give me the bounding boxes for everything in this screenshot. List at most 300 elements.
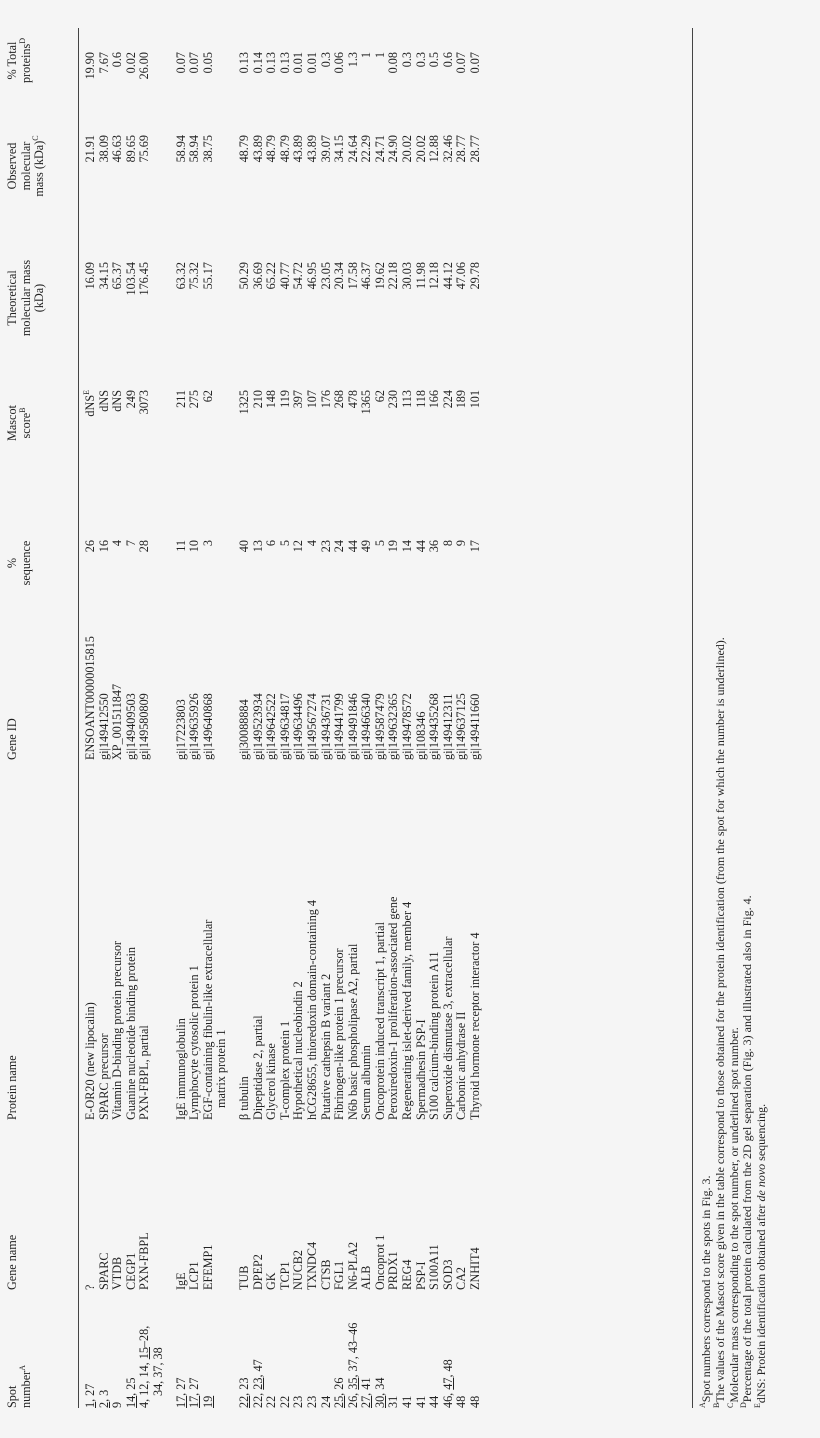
- cell-protein-name: Peroxiredoxin-1 proliferation-associated gene: [386, 896, 401, 1120]
- mascot-value: 62: [372, 390, 387, 403]
- cell-protein-name: Carbonic anhydrase II: [454, 1011, 469, 1120]
- mascot-value: 189: [454, 390, 469, 409]
- cell-observed-mass: 48.79: [277, 135, 292, 163]
- underlined-spot: 47: [440, 1377, 455, 1390]
- cell-gene-id: gi|149409503: [123, 693, 138, 760]
- cell-mascot-score: [455, 390, 469, 408]
- cell-protein-name: SPARC precursor: [96, 1033, 111, 1120]
- header-theoretical-mass: [6, 243, 47, 353]
- cell-pct-sequence: 12: [291, 540, 306, 553]
- cell-pct-sequence: 11: [173, 540, 188, 552]
- cell-theoretical-mass: 65.22: [264, 262, 279, 290]
- cell-gene-name: CTSB: [318, 1259, 333, 1290]
- header-observed-mass: [6, 116, 47, 216]
- cell-pct-total: 0.01: [304, 52, 319, 74]
- footnotes: [700, 28, 769, 1408]
- header-line: [33, 116, 47, 216]
- cell-pct-sequence: 28: [137, 540, 152, 553]
- cell-theoretical-mass: 40.77: [277, 262, 292, 290]
- mascot-value: dNS: [96, 390, 111, 412]
- cell-gene-name: ALB: [359, 1265, 374, 1290]
- cell-pct-sequence: 14: [400, 540, 415, 553]
- cell-gene-id: gi|149466340: [359, 693, 374, 760]
- cell-theoretical-mass: 47.06: [454, 262, 469, 290]
- cell-protein-name: EGF-containing fibulin-like extracellular: [200, 919, 215, 1120]
- footnote-mark: A: [698, 1402, 707, 1408]
- table-row: [428, 0, 442, 1438]
- header-line: Theoretical: [5, 270, 19, 326]
- table-row: [279, 0, 293, 1438]
- cell-observed-mass: 43.89: [291, 135, 306, 163]
- mascot-value: 166: [427, 390, 442, 409]
- cell-gene-id: gi|30088884: [236, 699, 251, 760]
- footnote-text: Spot numbers correspond to the spots in Fig. 3.: [699, 1175, 713, 1403]
- cell-gene-id: gi|108346: [413, 711, 428, 760]
- table-row: [98, 0, 112, 1438]
- header-line: %: [5, 557, 19, 569]
- cell-pct-sequence: 4: [304, 540, 319, 547]
- cell-gene-id: gi|149632365: [386, 693, 401, 760]
- footnote-mark: D: [17, 37, 27, 44]
- cell-mascot-score: [306, 390, 320, 408]
- cell-pct-sequence: 7: [123, 540, 138, 547]
- cell-theoretical-mass: 29.78: [468, 262, 483, 290]
- cell-pct-sequence: 8: [440, 540, 455, 547]
- cell-pct-sequence: 24: [332, 540, 347, 553]
- table-row: [238, 0, 252, 1438]
- spot-text: , 27: [187, 1377, 202, 1396]
- cell-spot-number: [455, 1396, 469, 1408]
- spot-text: 48: [454, 1395, 469, 1408]
- footnote-text: Percentage of the total protein calculated from the 2D gel separation (Fig. 3) and illustrated also in Fig. 4.: [740, 895, 755, 1403]
- table-row: [360, 0, 374, 1438]
- cell-protein-name-cont: matrix protein 1: [214, 1029, 229, 1108]
- cell-theoretical-mass: 65.37: [110, 262, 125, 290]
- cell-spot-number: [279, 1396, 293, 1408]
- cell-mascot-score: [292, 390, 306, 408]
- underlined-spot: 19: [200, 1395, 215, 1408]
- table-row: [347, 0, 361, 1438]
- cell-mascot-score: [175, 390, 189, 408]
- cell-mascot-score: [374, 390, 388, 402]
- cell-mascot-score: [415, 390, 429, 408]
- cell-pct-sequence: 16: [96, 540, 111, 553]
- cell-pct-sequence: 36: [427, 540, 442, 553]
- cell-gene-id: gi|149412311: [440, 693, 455, 760]
- cell-observed-mass: 58.94: [187, 135, 202, 163]
- spot-text: 22: [264, 1395, 279, 1408]
- cell-mascot-score: [347, 390, 361, 408]
- underlined-spot: 2: [96, 1401, 111, 1408]
- cell-pct-total: 0.06: [332, 52, 347, 74]
- cell-pct-total: 0.07: [468, 52, 483, 74]
- cell-gene-id: gi|149441799: [332, 693, 347, 760]
- header-text: Gene ID: [5, 718, 19, 760]
- cell-pct-total: 1: [372, 52, 387, 59]
- cell-pct-total: 1.3: [345, 52, 360, 68]
- cell-mascot-score: [360, 390, 374, 414]
- underlined-spot: 15: [137, 1347, 152, 1360]
- cell-pct-total: 7.67: [96, 52, 111, 74]
- cell-gene-name: CA2: [454, 1266, 469, 1290]
- cell-gene-name: ?: [83, 1284, 97, 1290]
- cell-observed-mass: 38.75: [200, 135, 215, 163]
- mascot-value: 119: [277, 390, 292, 408]
- spot-text: 44: [427, 1395, 442, 1408]
- cell-theoretical-mass: 103.54: [123, 262, 138, 296]
- footnote-mark: B: [711, 1402, 721, 1408]
- spot-text: 24: [318, 1395, 333, 1408]
- table-row: [125, 0, 139, 1438]
- mascot-value: 211: [173, 390, 188, 408]
- table-body: [81, 0, 483, 1438]
- cell-spot-number: [292, 1396, 306, 1408]
- spot-text: 23: [291, 1395, 306, 1408]
- header-rule: [78, 28, 79, 1408]
- cell-gene-name: GK: [264, 1272, 279, 1290]
- cell-theoretical-mass: 44.12: [440, 262, 455, 290]
- table-row: [306, 0, 320, 1438]
- cell-pct-sequence: 23: [318, 540, 333, 553]
- spot-text: 46,: [440, 1389, 455, 1408]
- cell-gene-id: gi|149412550: [96, 693, 111, 760]
- cell-spot-number-cont: 34, 37, 38: [150, 1347, 165, 1396]
- cell-theoretical-mass: 46.95: [304, 262, 319, 290]
- cell-theoretical-mass: 16.09: [83, 262, 97, 290]
- cell-gene-name: FGL1: [332, 1260, 347, 1290]
- header-text: score: [18, 412, 33, 439]
- cell-pct-sequence: 17: [468, 540, 483, 553]
- cell-pct-total: 0.07: [454, 52, 469, 74]
- table-row: [292, 0, 306, 1438]
- cell-pct-sequence: 4: [110, 540, 125, 547]
- footnote-mark: E: [81, 390, 91, 395]
- cell-theoretical-mass: 176.45: [137, 262, 152, 296]
- cell-protein-name: Lymphocyte cytosolic protein 1: [187, 965, 202, 1120]
- cell-gene-id: ENSOANT00000015815: [83, 636, 97, 760]
- cell-mascot-score: [428, 390, 442, 408]
- cell-protein-name: IgE immunoglobulin: [173, 1018, 188, 1120]
- underlined-spot: 27: [359, 1395, 374, 1408]
- mascot-value: 176: [318, 390, 333, 409]
- cell-theoretical-mass: 20.34: [332, 262, 347, 290]
- cell-gene-name: NUCB2: [291, 1250, 306, 1290]
- cell-protein-name: Glycerol kinase: [264, 1043, 279, 1120]
- mascot-value: 118: [413, 390, 428, 408]
- cell-observed-mass: 34.15: [332, 135, 347, 163]
- cell-gene-name: PSP-I: [413, 1261, 428, 1290]
- mascot-value: 3073: [137, 390, 152, 415]
- footnote-text: sequencing.: [754, 1103, 769, 1164]
- footnote-text: The values of the Mascot score given in the table correspond to those obtained for the protein identification (from the spot for which the number is underlined).: [712, 637, 727, 1403]
- header-mascot-score: [6, 383, 33, 463]
- table-row: [415, 0, 429, 1438]
- cell-theoretical-mass: 54.72: [291, 262, 306, 290]
- cell-spot-number: [111, 1402, 125, 1408]
- cell-pct-sequence: 5: [277, 540, 292, 547]
- table-row: [442, 0, 456, 1438]
- cell-observed-mass: 24.90: [386, 135, 401, 163]
- mascot-value: 275: [187, 390, 202, 409]
- cell-observed-mass: 21.91: [83, 135, 97, 163]
- cell-mascot-score: [138, 390, 152, 414]
- spot-text: 31: [386, 1395, 401, 1408]
- mascot-value: 210: [250, 390, 265, 409]
- cell-gene-id: gi|149580809: [137, 693, 152, 760]
- cell-pct-sequence: 9: [454, 540, 469, 547]
- table-row: [387, 0, 401, 1438]
- cell-pct-total: 19.90: [83, 52, 97, 80]
- cell-gene-name: Oncoprot 1: [372, 1234, 387, 1290]
- cell-spot-number: [360, 1378, 374, 1408]
- cell-mascot-score: [320, 390, 334, 408]
- cell-theoretical-mass: 50.29: [236, 262, 251, 290]
- cell-gene-name: EFEMP1: [200, 1244, 215, 1290]
- cell-observed-mass: 28.77: [468, 135, 483, 163]
- header-line: [17, 383, 34, 463]
- cell-gene-name: TUB: [236, 1265, 251, 1290]
- cell-mascot-score: [265, 390, 279, 408]
- table-row: [469, 0, 483, 1438]
- cell-observed-mass: 43.89: [304, 135, 319, 163]
- table-row: [252, 0, 266, 1438]
- cell-gene-name: DPEP2: [250, 1254, 265, 1290]
- spot-text: , 41: [359, 1377, 374, 1396]
- cell-mascot-score: [469, 390, 483, 408]
- cell-pct-total: 0.14: [250, 52, 265, 74]
- spot-text: 4, 12, 14,: [137, 1359, 152, 1408]
- cell-observed-mass: 20.02: [413, 135, 428, 163]
- cell-spot-number: [306, 1396, 320, 1408]
- header-line: [17, 1364, 34, 1408]
- cell-spot-number: [98, 1390, 112, 1408]
- cell-observed-mass: 39.07: [318, 135, 333, 163]
- cell-mascot-score: [333, 390, 347, 408]
- cell-spot-number: [138, 1326, 152, 1408]
- footnote-mark: D: [739, 1402, 749, 1408]
- cell-gene-id: gi|149567274: [304, 693, 319, 760]
- cell-mascot-score: [111, 390, 125, 412]
- table-row: [401, 0, 415, 1438]
- table-row: [81, 0, 98, 1438]
- cell-gene-name: IgE: [173, 1272, 188, 1290]
- header-text: number: [18, 1370, 33, 1408]
- spot-text: 22: [277, 1395, 292, 1408]
- cell-gene-name: PXN-FBPL: [137, 1232, 152, 1290]
- mascot-value: 478: [345, 390, 360, 409]
- cell-theoretical-mass: 46.37: [359, 262, 374, 290]
- cell-protein-name: β tubulin: [236, 1076, 251, 1120]
- cell-gene-name: TCP1: [277, 1261, 292, 1290]
- cell-pct-total: 0.08: [386, 52, 401, 74]
- footnote-text: Molecular mass corresponding to the spot number, or underlined spot number.: [726, 1027, 741, 1403]
- cell-theoretical-mass: 19.62: [372, 262, 387, 290]
- table-row-continuation: [215, 0, 229, 1438]
- cell-observed-mass: 22.29: [359, 135, 374, 163]
- mascot-value: 224: [440, 390, 455, 409]
- cell-pct-total: 1: [359, 52, 374, 59]
- cell-spot-number: [238, 1378, 252, 1408]
- cell-protein-name: Putative cathepsin B variant 2: [318, 973, 333, 1120]
- cell-mascot-score: [279, 390, 293, 408]
- cell-pct-sequence: 13: [250, 540, 265, 553]
- spot-text: , 47: [250, 1359, 265, 1378]
- cell-protein-name: T-complex protein 1: [277, 1020, 292, 1120]
- mascot-value: 1325: [236, 390, 251, 415]
- cell-pct-total: 0.3: [318, 52, 333, 68]
- table-row: [333, 0, 347, 1438]
- cell-pct-sequence: 44: [345, 540, 360, 553]
- header-line: [17, 23, 34, 98]
- spot-text: , 48: [440, 1359, 455, 1378]
- cell-theoretical-mass: 30.03: [400, 262, 415, 290]
- cell-gene-id: gi|149642522: [264, 693, 279, 760]
- cell-gene-id: gi|149411660: [468, 693, 483, 760]
- mascot-value: 230: [386, 390, 401, 409]
- cell-spot-number: [320, 1396, 334, 1408]
- cell-pct-total: 0.02: [123, 52, 138, 74]
- cell-spot-number: [175, 1378, 189, 1408]
- cell-observed-mass: 24.71: [372, 135, 387, 163]
- mascot-value: 113: [400, 390, 415, 408]
- cell-mascot-score: [442, 390, 456, 408]
- cell-theoretical-mass: 22.18: [386, 262, 401, 290]
- cell-gene-name: S100A11: [427, 1244, 442, 1290]
- cell-observed-mass: 32.46: [440, 135, 455, 163]
- mascot-value: 1365: [359, 390, 374, 415]
- cell-theoretical-mass: 63.32: [173, 262, 188, 290]
- cell-observed-mass: 58.94: [173, 135, 188, 163]
- spot-text: 41: [400, 1395, 415, 1408]
- cell-observed-mass: 75.69: [137, 135, 152, 163]
- cell-gene-id: gi|149491846: [345, 693, 360, 760]
- header-text: mass (kDa): [32, 140, 47, 197]
- cell-pct-sequence: 44: [413, 540, 428, 553]
- footnote-mark: B: [17, 407, 27, 413]
- underlined-spot: 17: [173, 1395, 188, 1408]
- footnote-mark: C: [31, 135, 41, 141]
- cell-protein-name: Superoxide dismutase 3, extracellular: [440, 936, 455, 1120]
- table-row-continuation: [152, 0, 166, 1438]
- header-text: Gene name: [5, 1234, 19, 1290]
- cell-observed-mass: 43.89: [250, 135, 265, 163]
- cell-observed-mass: 46.63: [110, 135, 125, 163]
- header-line: Spot: [5, 1385, 19, 1408]
- cell-protein-name: Regenerating islet-derived family, member 4: [400, 901, 415, 1120]
- mascot-value: 397: [291, 390, 306, 409]
- cell-pct-total: 0.13: [277, 52, 292, 74]
- underlined-spot: 35: [345, 1377, 360, 1390]
- cell-observed-mass: 48.79: [264, 135, 279, 163]
- cell-protein-name: Dipeptidase 2, partial: [250, 1015, 265, 1120]
- cell-spot-number: [188, 1378, 202, 1408]
- cell-pct-total: 0.07: [173, 52, 188, 74]
- cell-pct-total: 0.5: [427, 52, 442, 68]
- cell-gene-name: REG4: [400, 1259, 415, 1290]
- cell-theoretical-mass: 11.98: [413, 262, 428, 289]
- cell-gene-id: gi|17223803: [173, 699, 188, 760]
- header-line: molecular: [18, 141, 33, 191]
- cell-gene-id: gi|149478572: [400, 693, 415, 760]
- spot-text: –28,: [137, 1325, 152, 1348]
- cell-protein-name: Thyroid hormone receptor interactor 4: [468, 932, 483, 1120]
- header-gene-id: [6, 718, 20, 760]
- cell-theoretical-mass: 17.58: [345, 262, 360, 290]
- cell-theoretical-mass: 55.17: [200, 262, 215, 290]
- spot-text: , 25: [123, 1377, 138, 1396]
- cell-pct-sequence: 5: [372, 540, 387, 547]
- spot-text: 22,: [250, 1389, 265, 1408]
- cell-pct-total: 0.3: [400, 52, 415, 68]
- table-header: [6, 0, 76, 1438]
- cell-observed-mass: 12.88: [427, 135, 442, 163]
- cell-pct-total: 0.07: [187, 52, 202, 74]
- cell-gene-id: gi|149637125: [454, 693, 469, 760]
- cell-protein-name: PXN-FBPL, partial: [137, 1025, 152, 1120]
- cell-theoretical-mass: 75.32: [187, 262, 202, 290]
- underlined-spot: 17: [187, 1395, 202, 1408]
- cell-pct-sequence: 49: [359, 540, 374, 553]
- table-row: [202, 0, 216, 1438]
- cell-gene-id: gi|149635926: [187, 693, 202, 760]
- mascot-value: 101: [468, 390, 483, 409]
- cell-gene-id: gi|149634496: [291, 693, 306, 760]
- cell-protein-name: Guanine nucleotide binding protein: [123, 947, 138, 1120]
- cell-spot-number: [469, 1396, 483, 1408]
- table-row: [265, 0, 279, 1438]
- cell-spot-number: [387, 1396, 401, 1408]
- spot-text: 9: [110, 1401, 125, 1408]
- cell-observed-mass: 38.09: [96, 135, 111, 163]
- mascot-value: 249: [123, 390, 138, 409]
- spot-text: , 26: [332, 1377, 347, 1396]
- cell-mascot-score: [202, 390, 216, 402]
- cell-protein-name: Oncoprotein induced transcript 1, partial: [372, 922, 387, 1120]
- cell-pct-total: 0.01: [291, 52, 306, 74]
- cell-pct-sequence: 6: [264, 540, 279, 547]
- mascot-value: dNS: [83, 394, 97, 417]
- cell-pct-total: 0.6: [110, 52, 125, 68]
- cell-pct-sequence: 3: [200, 540, 215, 547]
- header-pct-total: [6, 23, 33, 98]
- cell-gene-id: gi|149523934: [250, 693, 265, 760]
- cell-protein-name: S100 calcium-binding protein A11: [427, 951, 442, 1120]
- cell-pct-sequence: 10: [187, 540, 202, 553]
- footnote-mark: C: [725, 1402, 735, 1408]
- cell-gene-id: gi|149435268: [427, 693, 442, 760]
- cell-mascot-score: [81, 390, 98, 417]
- footnote-mark: A: [17, 1364, 27, 1371]
- cell-spot-number: [265, 1396, 279, 1408]
- table-bottom-rule: [692, 28, 693, 1408]
- table-row: [111, 0, 125, 1438]
- cell-pct-total: 0.6: [440, 52, 455, 68]
- cell-spot-number: [84, 1384, 98, 1408]
- cell-spot-number: [202, 1396, 216, 1408]
- header-line: molecular mass: [18, 259, 33, 337]
- cell-mascot-score: [188, 390, 202, 408]
- header-protein-name: [6, 1055, 20, 1120]
- cell-mascot-score: [98, 390, 112, 412]
- header-line: Mascot: [5, 405, 19, 441]
- mascot-value: 148: [264, 390, 279, 409]
- cell-mascot-score: [238, 390, 252, 414]
- spot-text: , 23: [236, 1377, 251, 1396]
- spot-text: , 3: [96, 1389, 111, 1402]
- header-gene-name: [6, 1235, 20, 1290]
- cell-gene-name: TXNDC4: [304, 1241, 319, 1290]
- cell-spot-number: [333, 1378, 347, 1408]
